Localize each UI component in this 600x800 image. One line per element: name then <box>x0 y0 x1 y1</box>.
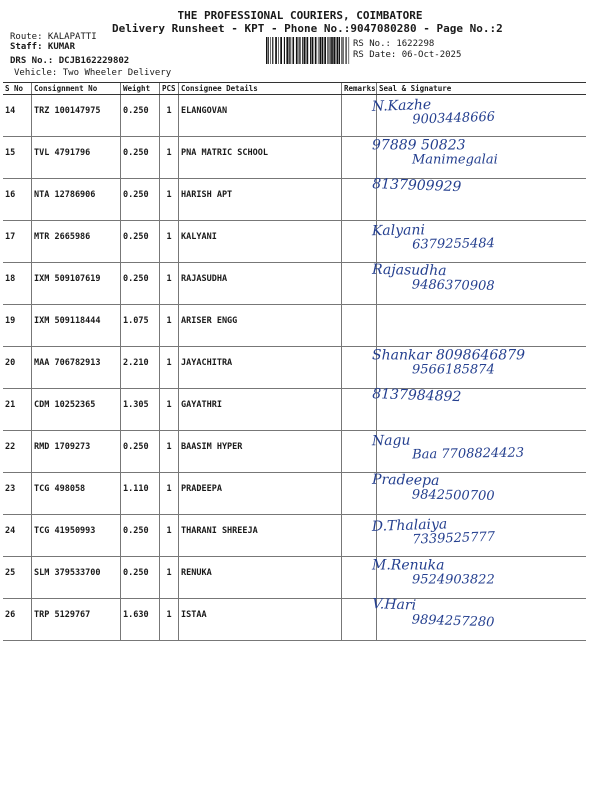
row-weight: 0.250 <box>121 263 160 305</box>
row-pcs: 1 <box>160 473 179 515</box>
row-sno: 17 <box>3 221 32 263</box>
handwritten-signature: V.Hari <box>371 596 417 614</box>
row-seal-signature <box>377 179 587 221</box>
table-body <box>3 95 586 641</box>
row-weight: 0.250 <box>121 557 160 599</box>
row-pcs: 1 <box>160 389 179 431</box>
row-consignment-no: TRP 5129767 <box>32 599 121 641</box>
row-pcs: 1 <box>160 557 179 599</box>
col-header-consignment: Consignment No <box>32 83 121 95</box>
table-row <box>3 389 586 431</box>
handwritten-signature: 9486370908 <box>411 277 495 294</box>
row-pcs: 1 <box>160 221 179 263</box>
row-sno: 18 <box>3 263 32 305</box>
barcode-icon <box>266 37 350 64</box>
row-consignee: KALYANI <box>179 221 342 263</box>
row-remarks <box>342 389 377 431</box>
row-pcs: 1 <box>160 347 179 389</box>
handwritten-signature: 8137984892 <box>371 386 462 406</box>
row-weight: 0.250 <box>121 179 160 221</box>
handwritten-signature: Shankar 8098646879 <box>372 347 526 364</box>
row-seal-signature <box>377 137 587 179</box>
runsheet-table <box>3 82 586 641</box>
handwritten-signature: 6379255484 <box>412 236 495 253</box>
handwritten-signature: 7339525777 <box>412 529 496 548</box>
table-row <box>3 557 586 599</box>
route-label: Route: KALAPATTI <box>10 32 97 42</box>
handwritten-signature: 97889 50823 <box>372 137 466 154</box>
row-pcs: 1 <box>160 305 179 347</box>
handwritten-signature: 9842500700 <box>411 487 495 504</box>
row-sno: 26 <box>3 599 32 641</box>
row-remarks <box>342 137 377 179</box>
row-weight: 1.075 <box>121 305 160 347</box>
table-row <box>3 347 586 389</box>
handwritten-signature: Rajasudha <box>371 261 447 280</box>
table-row <box>3 473 586 515</box>
row-sno: 20 <box>3 347 32 389</box>
handwritten-signature: D.Thalaiya <box>371 516 448 535</box>
handwritten-signature: Manimegalai <box>412 152 498 168</box>
row-weight: 0.250 <box>121 221 160 263</box>
row-consignee: JAYACHITRA <box>179 347 342 389</box>
row-consignment-no: CDM 10252365 <box>32 389 121 431</box>
row-consignment-no: MAA 706782913 <box>32 347 121 389</box>
rs-date: RS Date: 06-Oct-2025 <box>353 50 462 60</box>
row-consignee: PNA MATRIC SCHOOL <box>179 137 342 179</box>
row-consignment-no: TCG 41950993 <box>32 515 121 557</box>
table-header-row <box>3 83 586 95</box>
drs-number: DRS No.: DCJB162229802 <box>10 56 130 66</box>
row-seal-signature <box>377 95 587 137</box>
table-row <box>3 305 586 347</box>
row-pcs: 1 <box>160 95 179 137</box>
row-weight: 2.210 <box>121 347 160 389</box>
row-consignment-no: SLM 379533700 <box>32 557 121 599</box>
row-seal-signature <box>377 473 587 515</box>
row-weight: 1.630 <box>121 599 160 641</box>
handwritten-signature: 9003448666 <box>412 109 496 128</box>
row-remarks <box>342 95 377 137</box>
row-consignment-no: NTA 12786906 <box>32 179 121 221</box>
row-weight: 0.250 <box>121 95 160 137</box>
row-consignee: ISTAA <box>179 599 342 641</box>
row-pcs: 1 <box>160 179 179 221</box>
handwritten-signature: Nagu <box>371 432 411 450</box>
handwritten-signature: 9566185874 <box>412 362 495 378</box>
col-header-pcs: PCS <box>160 83 179 95</box>
row-consignment-no: RMD 1709273 <box>32 431 121 473</box>
handwritten-signature: Baa 7708824423 <box>412 445 525 463</box>
row-consignee: ARISER ENGG <box>179 305 342 347</box>
table-row <box>3 95 586 137</box>
row-seal-signature <box>377 431 587 473</box>
row-weight: 1.110 <box>121 473 160 515</box>
row-consignee: RENUKA <box>179 557 342 599</box>
table-row <box>3 263 586 305</box>
row-consignment-no: TVL 4791796 <box>32 137 121 179</box>
row-seal-signature <box>377 263 587 305</box>
row-consignment-no: IXM 509107619 <box>32 263 121 305</box>
row-consignment-no: TCG 498058 <box>32 473 121 515</box>
row-sno: 16 <box>3 179 32 221</box>
row-consignee: RAJASUDHA <box>179 263 342 305</box>
row-pcs: 1 <box>160 515 179 557</box>
table-row <box>3 179 586 221</box>
table-row <box>3 515 586 557</box>
row-sno: 23 <box>3 473 32 515</box>
row-pcs: 1 <box>160 137 179 179</box>
row-sno: 25 <box>3 557 32 599</box>
row-remarks <box>342 599 377 641</box>
row-pcs: 1 <box>160 431 179 473</box>
col-header-seal: Seal & Signature <box>377 83 587 95</box>
row-remarks <box>342 179 377 221</box>
col-header-remarks: Remarks <box>342 83 377 95</box>
row-sno: 21 <box>3 389 32 431</box>
row-weight: 0.250 <box>121 515 160 557</box>
row-consignee: ELANGOVAN <box>179 95 342 137</box>
table-row <box>3 137 586 179</box>
row-remarks <box>342 557 377 599</box>
row-pcs: 1 <box>160 263 179 305</box>
company-title: THE PROFESSIONAL COURIERS, COIMBATORE <box>177 9 423 22</box>
row-sno: 24 <box>3 515 32 557</box>
row-seal-signature <box>377 389 587 431</box>
row-consignment-no: MTR 2665986 <box>32 221 121 263</box>
row-remarks <box>342 515 377 557</box>
row-seal-signature <box>377 515 587 557</box>
row-remarks <box>342 473 377 515</box>
staff-label: Staff: KUMAR <box>10 42 76 52</box>
row-seal-signature <box>377 305 587 347</box>
row-consignee: THARANI SHREEJA <box>179 515 342 557</box>
row-seal-signature <box>377 221 587 263</box>
vehicle-label: Vehicle: Two Wheeler Delivery <box>14 68 172 78</box>
col-header-details: Consignee Details <box>179 83 342 95</box>
handwritten-signature: M.Renuka <box>372 557 445 574</box>
row-sno: 14 <box>3 95 32 137</box>
row-remarks <box>342 263 377 305</box>
row-consignee: HARISH APT <box>179 179 342 221</box>
rs-number: RS No.: 1622298 <box>353 39 435 49</box>
row-consignment-no: TRZ 100147975 <box>32 95 121 137</box>
table-row <box>3 431 586 473</box>
row-sno: 22 <box>3 431 32 473</box>
row-seal-signature <box>377 599 587 641</box>
table-row <box>3 221 586 263</box>
row-seal-signature <box>377 347 587 389</box>
row-remarks <box>342 305 377 347</box>
row-pcs: 1 <box>160 599 179 641</box>
row-weight: 1.305 <box>121 389 160 431</box>
row-consignee: BAASIM HYPER <box>179 431 342 473</box>
row-seal-signature <box>377 557 587 599</box>
handwritten-signature: Kalyani <box>371 222 426 240</box>
handwritten-signature: 9524903822 <box>412 572 495 588</box>
row-sno: 19 <box>3 305 32 347</box>
row-remarks <box>342 221 377 263</box>
col-header-sno: S No <box>3 83 32 95</box>
row-remarks <box>342 431 377 473</box>
row-weight: 0.250 <box>121 137 160 179</box>
runsheet-heading: Delivery Runsheet - KPT - Phone No.:9047080280 - Page No.:2 <box>112 22 503 35</box>
col-header-weight: Weight <box>121 83 160 95</box>
row-consignee: PRADEEPA <box>179 473 342 515</box>
row-consignment-no: IXM 509118444 <box>32 305 121 347</box>
handwritten-signature: 8137909929 <box>371 176 462 196</box>
handwritten-signature: Pradeepa <box>371 471 440 489</box>
handwritten-signature: 9894257280 <box>411 612 495 631</box>
row-remarks <box>342 347 377 389</box>
table-row <box>3 599 586 641</box>
handwritten-signature: N.Kazhe <box>371 96 432 115</box>
row-weight: 0.250 <box>121 431 160 473</box>
row-sno: 15 <box>3 137 32 179</box>
row-consignee: GAYATHRI <box>179 389 342 431</box>
